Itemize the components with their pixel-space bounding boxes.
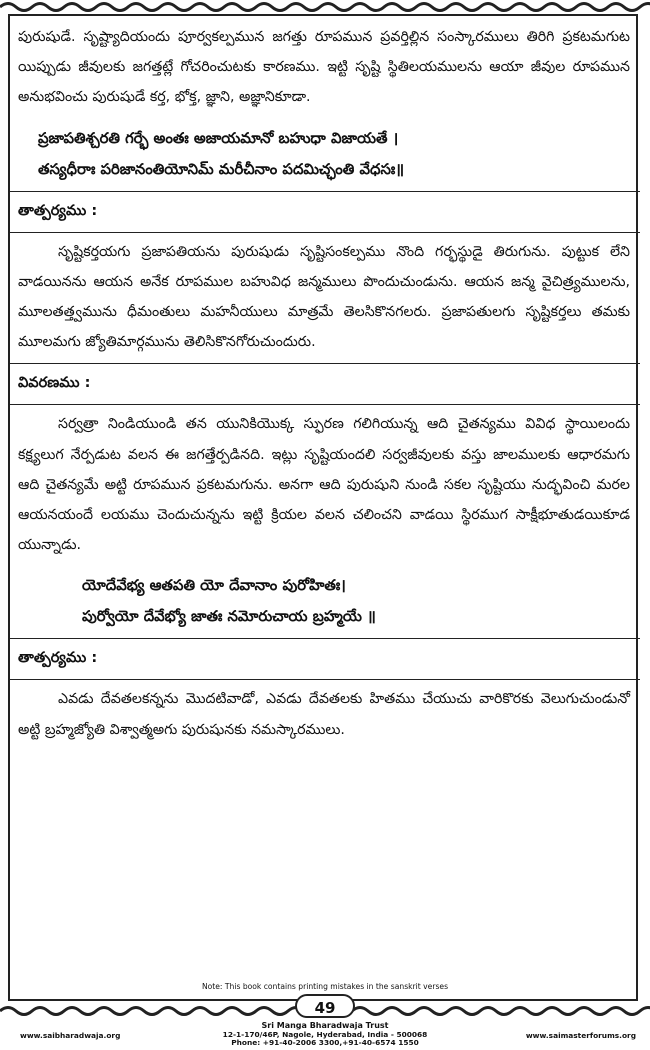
verse-line: యోదేవేభ్య ఆతపతి యో దేవానాం పురోహితః। [82,577,346,595]
page-number: 49 [295,994,355,1018]
sanskrit-verse-2 [82,570,630,632]
body-paragraph-1: పురుషుడే. సృష్ట్యాదియందు పూర్వకల్పమున జగత్తు రూపమున ప్రవర్తిల్లిన సంస్కారములు తిరిగి ప్రకటమగుట యిప్పుడు జీవులకు జగత్తట్లే గోచరించుటకు కారణము. ఇట్టి సృష్టి స్థితిలయములను ఆయా జీవుల రూపమున అనుభవించు పురుషుడే కర్త, భోక్త, జ్ఞాని, అజ్ఞానికూడా. [18,29,631,106]
body-paragraph-4: ఎవడు దేవతలకన్నను మొదటివాడో, ఎవడు దేవతలకు హితము చేయుచు వారికొరకు వెలుగుచుండునో అట్టి బ్రహ్మజ్యోతి విశ్వాత్మఅగు పురుషునకు నమస్కారములు. [18,691,630,738]
trust-phone: Phone: +91-40-2006 3300,+91-40-6574 1550 [231,1038,419,1047]
footer-trust-info [150,1022,500,1048]
trust-name: Sri Manga Bharadwaja Trust [261,1021,389,1030]
section-divider [8,232,640,233]
section-heading-meaning-2: తాత్పర్యము : [18,650,98,667]
printing-note: Note: This book contains printing mistakes in the sanskrit verses [201,982,449,991]
section-divider [8,404,640,405]
body-paragraph-3: సర్వత్రా నిండియుండి తన యునికియొక్క స్ఫురణ గలిగియున్న ఆది చైతన్యము వివిధ స్థాయిలందు కక్ష్యలుగ నేర్పడుట వలన ఈ జగత్తేర్పడినది. ఇట్లు సృష్టియందలి సర్వజీవులకు వస్తు జాలములకు ఆధారమగు ఆది చైతన్యమే అట్టి రూపమున ప్రకటమగును. అనగా ఆది పురుషుని నుండి సకల సృష్టియు నుద్భవించి మరల ఆయనయందే లయము చెందుచున్నను ఇట్టి క్రియల వలన చలించని వాడయి స్థిరముగ సాక్షీభూతుడయికూడ యున్నాడు. [18,416,630,554]
body-paragraph-2: సృష్టికర్తయగు ప్రజాపతియను పురుషుడు సృష్టిసంకల్పము నొంది గర్భస్థుడై తిరుగును. పుట్టుక లేని వాడయినను ఆయన అనేక రూపముల బహువిధ జన్మములు పొందుచుండును. ఆయన జన్మ వైచిత్ర్యములను, మూలతత్త్వమును ధీమంతులు మహనీయులు మాత్రమే తెలసికొనగలరు. ప్రజాపతులగు సృష్టికర్తలు తమకు మూలమగు జ్యోతిమార్గమును తెలిసికొనగోరుచుందురు. [18,243,630,351]
footer-website-left[interactable]: www.saibharadwaja.org [20,1031,121,1040]
page-footer [0,1022,650,1048]
page-content [18,22,630,745]
section-divider [8,679,640,680]
sanskrit-verse-1 [38,123,630,185]
section-heading-meaning: తాత్పర్యము : [18,202,98,219]
section-divider [8,363,640,364]
section-divider [8,638,640,639]
top-wave-border [0,0,650,14]
verse-line: ప్రజాపతిశ్చరతి గర్భే అంతః అజాయమానో బహుధా విజాయతే । [38,129,399,147]
section-heading-explanation: వివరణము : [18,375,91,392]
verse-line: పుర్వోయో దేవేభ్యో జాతః నమోరుచాయ బ్రహ్మయే ॥ [82,608,376,626]
trust-address: 12-1-170/46P, Nagole, Hyderabad, India - 500068 [222,1029,428,1039]
verse-line: తస్యధీరాః పరిజానంతియోనిమ్ మరీచీనాం పదమిచ్ఛంతి వేధసః॥ [38,160,405,178]
section-divider [8,191,640,192]
footer-website-right[interactable]: www.saimasterforums.org [525,1031,636,1040]
